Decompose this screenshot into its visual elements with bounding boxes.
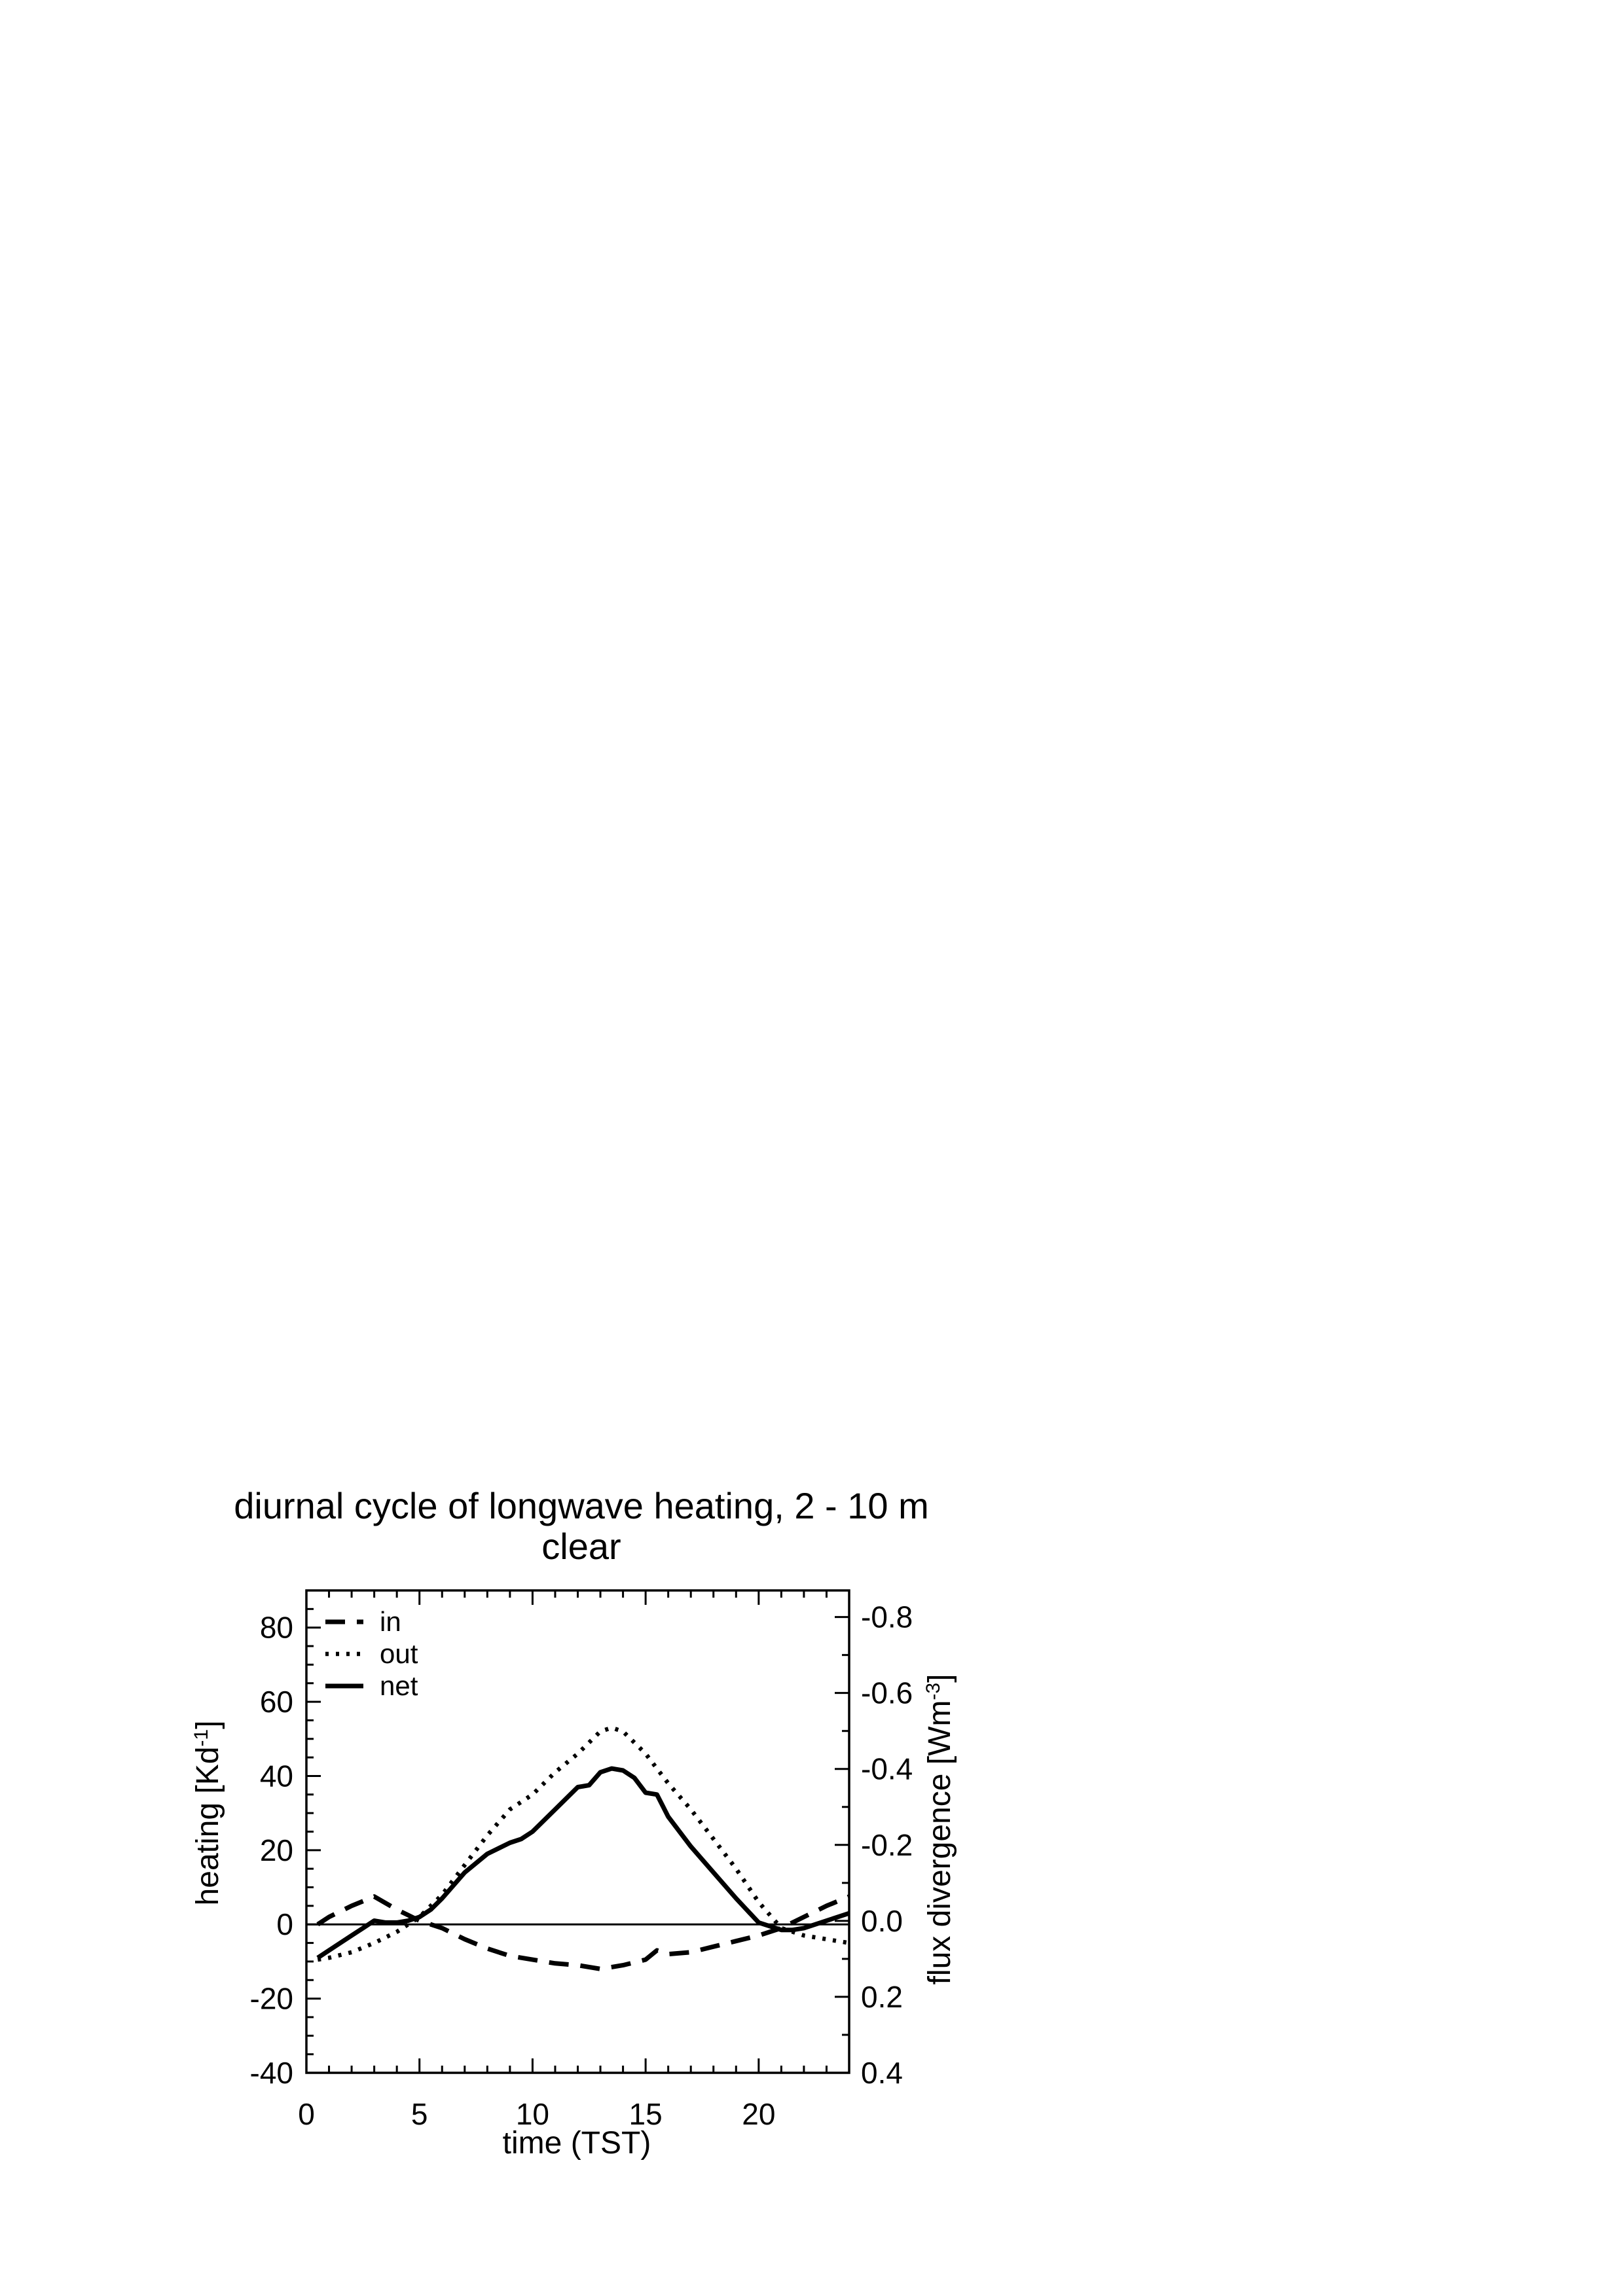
y-axis-title-main: heating [Kd [191,1746,225,1906]
y-tick-label: -20 [249,1981,293,2016]
y2-tick-label: 0.0 [861,1903,903,1938]
x-tick-label: 15 [629,2097,663,2131]
y2-axis-title [922,1674,958,1985]
legend-label-net: net [380,1670,418,1701]
chart-subtitle: clear [541,1526,621,1567]
y-tick-label: 60 [259,1685,293,1719]
y-tick-label: 0 [276,1907,293,1942]
x-tick-label: 10 [515,2097,550,2131]
y-axis-title-close: ] [191,1720,225,1729]
legend [325,1606,418,1701]
y2-axis-title-close: ] [922,1674,957,1683]
legend-label-in: in [380,1606,401,1637]
series-layer [318,1728,849,1969]
y-axis-title-superscript: -1 [190,1729,212,1747]
chart-title: diurnal cycle of longwave heating, 2 - 10 m [234,1485,929,1526]
x-axis-title: time (TST) [502,2126,651,2161]
ticks-layer [250,1590,913,2131]
x-tick-label: 0 [298,2097,315,2131]
y-axis-title [191,1721,226,1906]
y2-tick-label: 0.4 [861,2056,903,2090]
y2-tick-label: -0.8 [861,1600,913,1634]
y-tick-label: -40 [249,2056,293,2090]
y2-axis-title-superscript: -3 [922,1682,944,1700]
legend-label-out: out [380,1638,418,1669]
x-tick-label: 20 [742,2097,776,2131]
y-tick-label: 40 [259,1759,293,1793]
x-tick-label: 5 [410,2097,428,2131]
y2-tick-label: -0.6 [861,1676,913,1710]
y2-tick-label: -0.2 [861,1827,913,1862]
y2-axis-title-main: flux divergence [Wm [922,1700,957,1985]
y-tick-label: 80 [259,1610,293,1645]
y2-tick-label: 0.2 [861,1979,903,2014]
y2-tick-label: -0.4 [861,1751,913,1786]
y-tick-label: 20 [259,1833,293,1867]
